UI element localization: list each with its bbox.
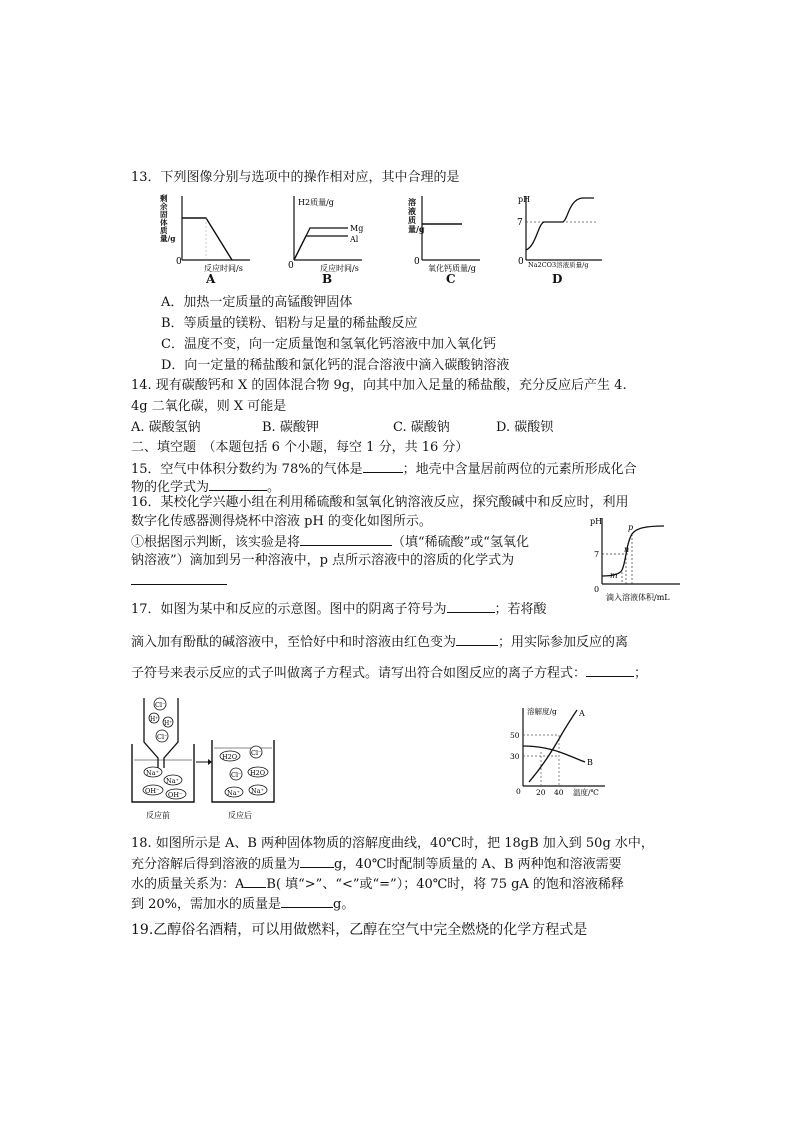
q14-option-c: C. 碳酸钠: [393, 420, 450, 435]
ion-dropper-3: H⁺: [164, 720, 173, 727]
dropper-ions: [149, 698, 173, 742]
q14-option-d: D. 碳酸钡: [496, 420, 554, 435]
graph-d-origin: 0: [518, 257, 524, 267]
reaction-diagram: [126, 692, 286, 822]
q14-option-b: B. 碳酸钾: [262, 420, 319, 435]
graph-d-tick7: 7: [517, 218, 523, 228]
ion-after-3: Cl⁻: [231, 771, 242, 779]
solubility-series-a: A: [579, 709, 585, 718]
graph-c-ylabel: 溶液质量/g: [408, 197, 425, 234]
ion-before-2: Na⁺: [166, 777, 179, 785]
solubility-ylabel: 溶解度/g: [527, 707, 557, 716]
q17-text-a: 17．如图为某中和反应的示意图。图中的阴离子符号为: [131, 602, 447, 617]
graph-d-ylabel: pH: [518, 195, 531, 204]
q15-blank-1[interactable]: [363, 460, 403, 473]
q15-line1: [131, 460, 637, 478]
q13-option-b: B．等质量的镁粉、铝粉与足量的稀盐酸反应: [161, 316, 418, 331]
solubility-xtick-40: 40: [554, 788, 564, 797]
solubility-ytick-50: 50: [510, 731, 520, 740]
graph-b-ylabel: H2质量/g: [298, 198, 334, 207]
q17-line2: [131, 633, 628, 651]
q16-text-a: ①根据图示判断，该实验是将: [131, 535, 301, 550]
q16-graph-origin: 0: [594, 585, 600, 594]
q16-graph-xlabel: 滴入溶液体积/mL: [606, 593, 670, 602]
q16-graph-m: m: [610, 571, 618, 580]
q18-line2: [131, 855, 622, 873]
q16-graph-ylabel: pH: [590, 517, 603, 526]
q16-graph-tick7: 7: [594, 550, 600, 559]
solubility-graph: [505, 702, 615, 800]
q17-text-d: ；用实际参加反应的离: [498, 635, 629, 650]
graph-d: [506, 192, 610, 272]
q13-option-a: A．加热一定质量的高锰酸钾固体: [161, 295, 353, 310]
section-heading: 二、填空题 （本题包括 6 个小题，每空 1 分，共 16 分）: [131, 440, 469, 455]
q15-text-a: 15．空气中体积分数约为 78%的气体是: [131, 462, 363, 477]
q17-blank-2[interactable]: [456, 633, 498, 646]
graph-b-origin: 0: [288, 261, 294, 271]
ion-dropper-1: Cl⁻: [155, 701, 166, 709]
q16-line1: 16．某校化学兴趣小组在利用稀硫酸和氢氧化钠溶液反应，探究酸碱中和反应时，利用: [131, 495, 629, 510]
q15-text-c: 物的化学式为: [131, 480, 210, 495]
graph-a-origin: 0: [176, 257, 182, 267]
q14-option-a: A. 碳酸氢钠: [131, 420, 201, 435]
q16-line2: 数字化传感器测得烧杯中溶液 pH 的变化如图所示。: [131, 514, 432, 529]
graph-b-series-al: Al: [350, 235, 359, 244]
q13-stem: 13．下列图像分别与选项中的操作相对应，其中合理的是: [131, 170, 460, 185]
q18-text-c: 水的质量关系为：A: [131, 877, 245, 892]
ion-before-1: Na⁺: [146, 769, 159, 777]
q17-line1: [131, 600, 547, 618]
q17-text-b: ；若将酸: [494, 602, 547, 617]
graph-a: [160, 192, 260, 272]
ion-before-3: OH⁻: [145, 787, 160, 795]
q17-text-e: 子符号来表示反应的式子叫做离子方程式。请写出符合如图反应的离子方程式：: [131, 666, 587, 681]
graph-b-xlabel: 反应时间/s: [320, 264, 359, 273]
q16-blank-1[interactable]: [300, 533, 392, 546]
q18-line1: 18. 如图所示是 A、B 两种固体物质的溶解度曲线，40℃时，把 18gB 加入到 50g 水中，: [131, 836, 654, 851]
ion-dropper-2: H⁺: [150, 716, 159, 723]
solubility-ytick-30: 30: [510, 752, 520, 761]
q16-text-b: （填“稀硫酸”或“氢氧化: [392, 535, 529, 550]
graph-d-tag: D: [552, 272, 563, 286]
q16-blank-2[interactable]: [131, 584, 227, 585]
q13-option-d: D．向一定量的稀盐酸和氯化钙的混合溶液中滴入碳酸钠溶液: [161, 358, 510, 373]
graph-d-xlabel: Na2CO3溶液质量/g: [528, 261, 589, 269]
graph-b: [282, 192, 382, 272]
q15-line2: [131, 478, 280, 496]
solubility-xlabel: 温度/℃: [573, 788, 599, 797]
ion-after-2: Cl⁻: [251, 749, 262, 757]
q15-text-d: 。: [267, 480, 281, 495]
q17-text-f: ；: [634, 666, 648, 681]
q16-graph-n: n: [624, 545, 630, 554]
q16-line4: 钠溶液”）滴加到另一种溶液中，p 点所示溶液中的溶质的化学式为: [131, 553, 515, 568]
graph-c-origin: 0: [414, 257, 420, 267]
q14-line1: 14. 现有碳酸钙和 X 的固体混合物 9g，向其中加入足量的稀盐酸，充分反应后产生 4.: [131, 378, 627, 393]
ion-after-4: H2O: [250, 769, 266, 777]
graph-c-xlabel: 氧化钙质量/g: [428, 264, 476, 273]
q17-line3: [131, 664, 647, 682]
q15-blank-2[interactable]: [209, 478, 267, 491]
q18-line4: [131, 895, 354, 913]
solubility-series-b: B: [587, 758, 593, 767]
q16-ph-graph: [584, 512, 684, 604]
solubility-xtick-20: 20: [536, 788, 546, 797]
graph-b-series-mg: Mg: [350, 224, 364, 233]
q16-graph-p: p: [628, 523, 634, 532]
q18-text-d: B( 填“>”、“<”或“=”）；40℃时，将 75 gA 的饱和溶液稀释: [266, 877, 624, 892]
ion-dropper-4: Cl⁻: [157, 733, 168, 741]
ion-after-6: Na⁺: [251, 787, 264, 795]
label-after: 反应后: [228, 811, 252, 820]
q18-line3: [131, 875, 624, 893]
q17-blank-3[interactable]: [586, 664, 634, 677]
label-before: 反应前: [146, 811, 170, 820]
q18-text-a: 充分溶解后得到溶液的质量为: [131, 857, 301, 872]
q18-text-f: g。: [333, 897, 355, 912]
q18-text-b: g，40℃时配制等质量的 A、B 两种饱和溶液需要: [334, 857, 622, 872]
q13-option-c: C．温度不变，向一定质量饱和氢氧化钙溶液中加入氧化钙: [161, 337, 496, 352]
q18-blank-3[interactable]: [281, 895, 333, 908]
q18-blank-1[interactable]: [300, 855, 334, 868]
solubility-origin: 0: [516, 787, 521, 796]
q17-text-c: 滴入加有酚酞的碱溶液中，至恰好中和时溶液由红色变为: [131, 635, 457, 650]
q19-line1: 19.乙醇俗名酒精，可以用做燃料，乙醇在空气中完全燃烧的化学方程式是: [131, 922, 588, 938]
graph-c-tag: C: [446, 272, 456, 286]
ion-before-4: OH⁻: [168, 791, 183, 799]
q17-blank-1[interactable]: [447, 600, 495, 613]
q18-blank-2[interactable]: [244, 875, 266, 888]
ion-after-1: H2O: [222, 753, 238, 761]
graph-a-ylabel: 剩余固体质量/g: [160, 194, 176, 243]
graph-a-xlabel: 反应时间/s: [204, 264, 243, 273]
q18-text-e: 到 20%，需加水的质量是: [131, 897, 282, 912]
q16-line3: [131, 533, 529, 551]
ion-after-5: Na⁺: [227, 789, 240, 797]
q14-line2: 4g 二氧化碳，则 X 可能是: [131, 399, 287, 414]
graph-a-tag: A: [206, 272, 216, 286]
graph-b-tag: B: [322, 272, 333, 286]
q15-text-b: ；地壳中含量居前两位的元素所形成化合: [402, 462, 637, 477]
